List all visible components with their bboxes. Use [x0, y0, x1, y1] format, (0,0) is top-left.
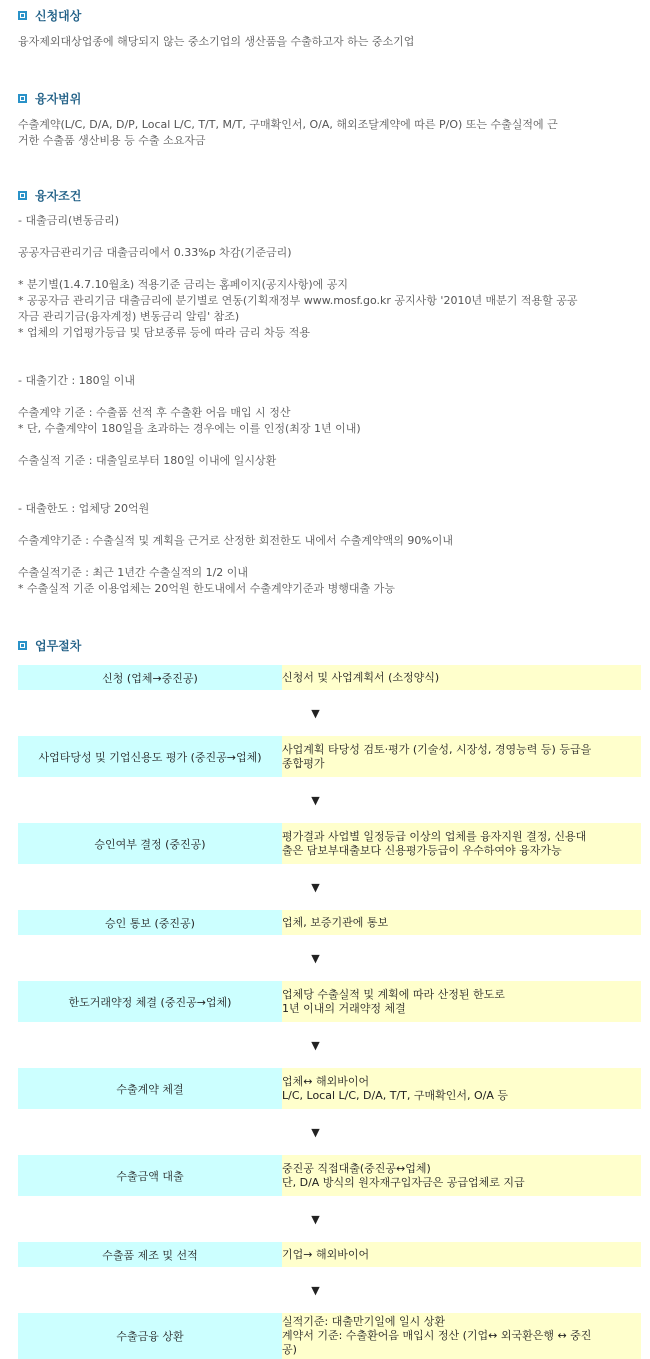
section-title: 융자범위 [35, 91, 82, 106]
square-bullet-icon [18, 94, 27, 103]
procedure-row [18, 1155, 641, 1196]
procedure-step: 승인 통보 (중진공) [18, 910, 282, 935]
procedure-desc: 중진공 직접대출(중진공↔업체) 단, D/A 방식의 원자재구입자금은 공급업체로 지급 [282, 1155, 641, 1196]
procedure-desc: 업체↔ 해외바이어 L/C, Local L/C, D/A, T/T, 구매확인서, O/A 등 [282, 1068, 641, 1109]
condition-line: 수출계약 기준 : 수출품 선적 후 수출환 어음 매입 시 정산 [18, 406, 291, 419]
procedure-step: 사업타당성 및 기업신용도 평가 (중진공→업체) [18, 736, 282, 777]
square-bullet-icon [18, 191, 27, 200]
procedure-row [18, 823, 641, 864]
procedure-desc: 업체, 보증기관에 통보 [282, 910, 641, 935]
procedure-step: 수출금액 대출 [18, 1155, 282, 1196]
procedure-row [18, 1313, 641, 1359]
procedure-step: 한도거래약정 체결 (중진공→업체) [18, 981, 282, 1022]
procedure-desc: 기업→ 해외바이어 [282, 1242, 641, 1267]
procedure-desc: 평가결과 사업별 일정등급 이상의 업체를 융자지원 결정, 신용대 출은 담보부대출보다 신용평가등급이 우수하여야 융자가능 [282, 823, 641, 864]
section-header-conditions [18, 187, 81, 203]
procedure-desc: 업체당 수출실적 및 계획에 따라 산정된 한도로 1년 이내의 거래약정 체결 [282, 981, 641, 1022]
condition-line: * 단, 수출계약이 180일을 초과하는 경우에는 이를 인정(최장 1년 이내) [18, 422, 361, 435]
procedure-row [18, 736, 641, 777]
condition-line: * 수출실적 기준 이용업체는 20억원 한도내에서 수출계약기준과 병행대출 가능 [18, 582, 395, 595]
target-text: 융자제외대상업종에 해당되지 않는 중소기업의 생산품을 수출하고자 하는 중소기업 [18, 35, 415, 48]
section-title: 융자조건 [35, 188, 82, 203]
procedure-step: 신청 (업체→중진공) [18, 665, 282, 690]
condition-line: 자금 관리기금(융자계정) 변동금리 알림' 참조) [18, 310, 240, 323]
procedure-step: 수출계약 체결 [18, 1068, 282, 1109]
section-title: 신청대상 [35, 8, 82, 23]
scope-line: 수출계약(L/C, D/A, D/P, Local L/C, T/T, M/T, 구매확인서, O/A, 해외조달계약에 따른 P/O) 또는 수출실적에 근 [18, 118, 558, 131]
procedure-row [18, 665, 641, 690]
down-arrow-icon: ▼ [311, 706, 320, 720]
condition-line: * 업체의 기업평가등급 및 담보종류 등에 따라 금리 차등 적용 [18, 326, 310, 339]
condition-line: 수출계약기준 : 수출실적 및 계획을 근거로 산정한 회전한도 내에서 수출계약액의 90%이내 [18, 534, 454, 547]
procedure-desc: 사업계획 타당성 검토·평가 (기술성, 시장성, 경영능력 등) 등급을 종합평가 [282, 736, 641, 777]
section-header-scope [18, 90, 81, 106]
condition-line: 수출실적 기준 : 대출일로부터 180일 이내에 일시상환 [18, 454, 277, 467]
condition-line: 수출실적기준 : 최근 1년간 수출실적의 1/2 이내 [18, 566, 249, 579]
square-bullet-icon [18, 641, 27, 650]
section-header-target [18, 7, 81, 23]
procedure-desc: 신청서 및 사업계획서 (소정양식) [282, 665, 641, 690]
scope-line: 거한 수출품 생산비용 등 수출 소요자금 [18, 134, 206, 147]
down-arrow-icon: ▼ [311, 880, 320, 894]
down-arrow-icon: ▼ [311, 1038, 320, 1052]
procedure-row [18, 981, 641, 1022]
procedure-row [18, 910, 641, 935]
down-arrow-icon: ▼ [311, 1212, 320, 1226]
down-arrow-icon: ▼ [311, 793, 320, 807]
condition-line: 공공자금관리기금 대출금리에서 0.33%p 차감(기준금리) [18, 246, 292, 259]
procedure-row [18, 1242, 641, 1267]
condition-line: * 공공자금 관리기금 대출금리에 분기별로 연동(기획재정부 www.mosf.go.kr 공지사항 '2010년 매분기 적용할 공공 [18, 294, 578, 307]
section-header-procedure [18, 637, 81, 653]
procedure-row [18, 1068, 641, 1109]
condition-line: - 대출금리(변동금리) [18, 214, 120, 227]
down-arrow-icon: ▼ [311, 1283, 320, 1297]
procedure-table [18, 665, 641, 1359]
condition-line: * 분기별(1.4.7.10월초) 적용기준 금리는 홈페이지(공지사항)에 공지 [18, 278, 349, 291]
down-arrow-icon: ▼ [311, 1125, 320, 1139]
procedure-desc: 실적기준: 대출만기일에 일시 상환 계약서 기준: 수출환어음 매입시 정산 (기업↔ 외국환은행 ↔ 중진 공) [282, 1313, 641, 1359]
condition-line: - 대출한도 : 업체당 20억원 [18, 502, 150, 515]
down-arrow-icon: ▼ [311, 951, 320, 965]
procedure-step: 수출금융 상환 [18, 1313, 282, 1359]
procedure-step: 승인여부 결정 (중진공) [18, 823, 282, 864]
section-title: 업무절차 [35, 638, 82, 653]
condition-line: - 대출기간 : 180일 이내 [18, 374, 136, 387]
procedure-step: 수출품 제조 및 선적 [18, 1242, 282, 1267]
square-bullet-icon [18, 11, 27, 20]
